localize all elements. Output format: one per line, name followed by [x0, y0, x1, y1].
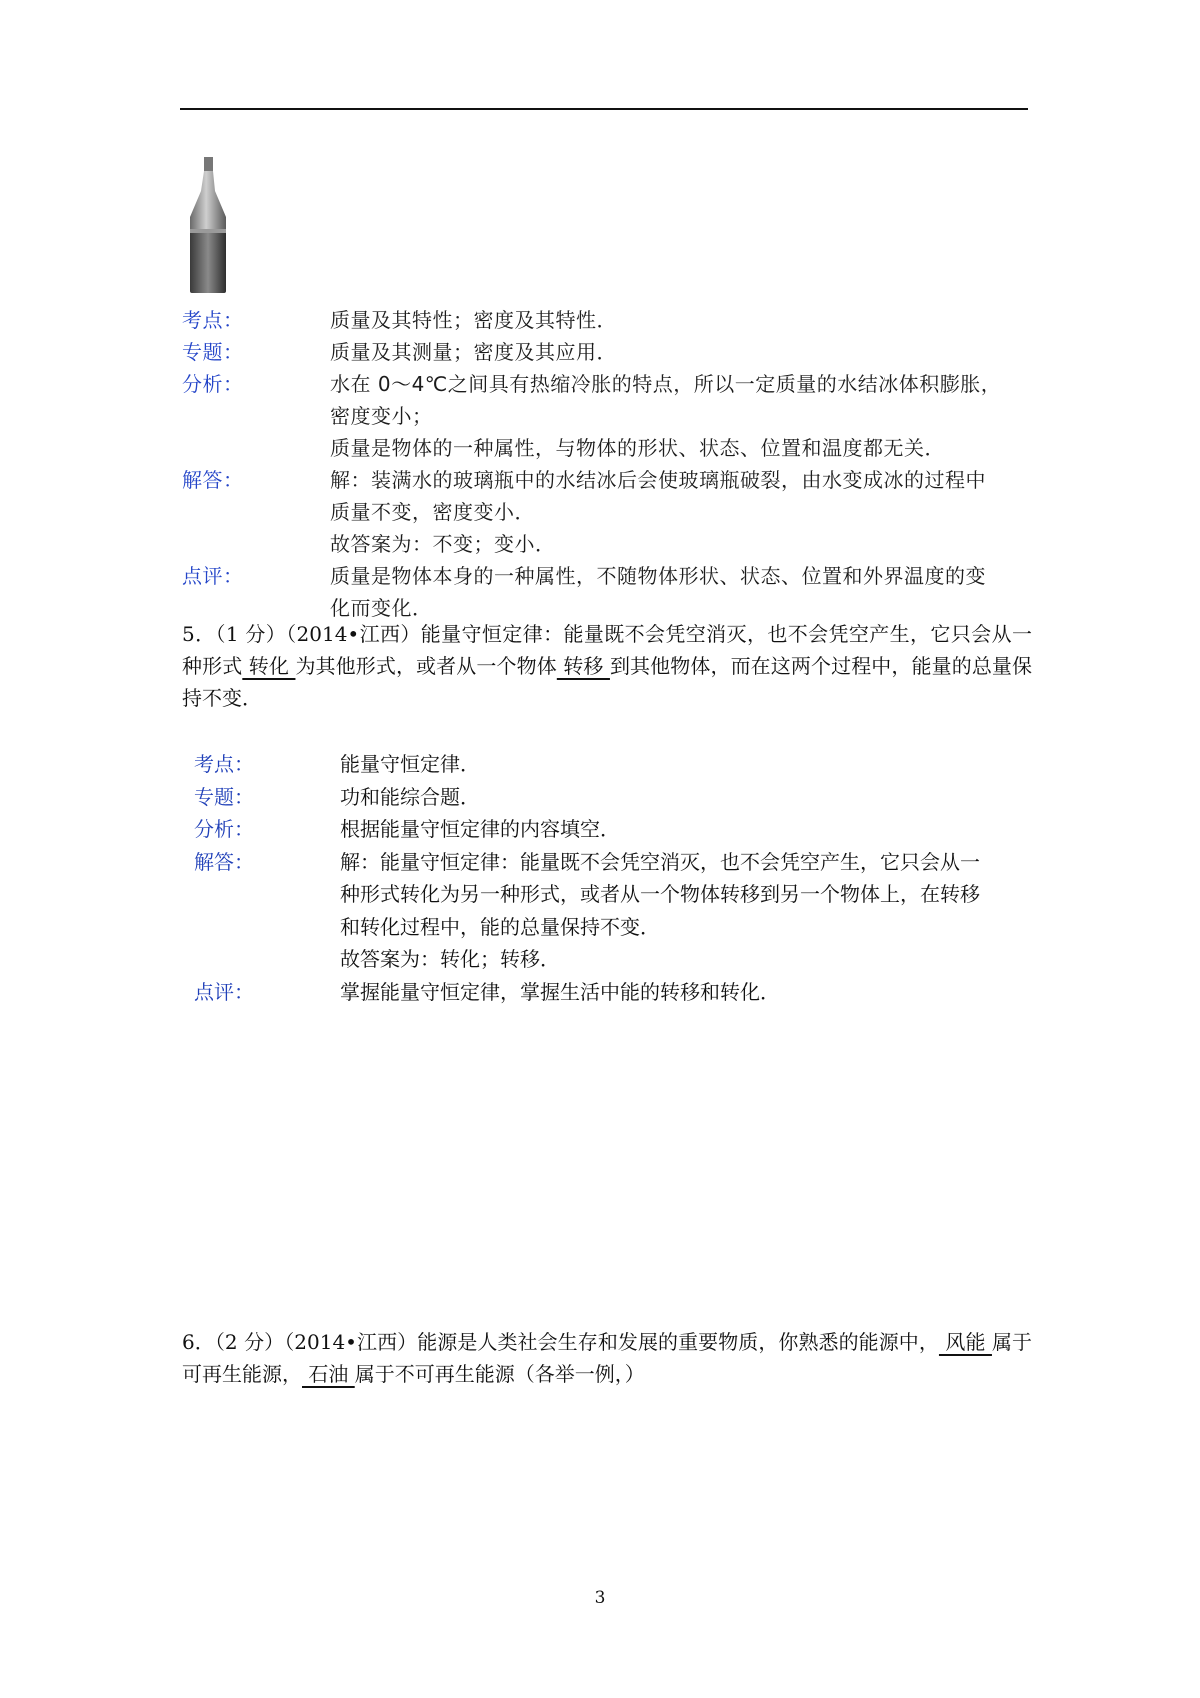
q5-analysis-block	[194, 748, 1032, 1008]
line: 密度变小；	[330, 404, 433, 428]
question-text: 到其他物体，而在这两个过程中，能量的总量保持不变．	[182, 654, 1033, 710]
header-rule	[180, 108, 1028, 110]
line: 化而变化．	[330, 596, 433, 620]
line: 种形式转化为另一种形式，或者从一个物体转移到另一个物体上，在转移	[340, 882, 980, 906]
analysis-row-zhuanti	[194, 781, 1032, 814]
line: 根据能量守恒定律的内容填空．	[340, 817, 620, 841]
answer-blank: 石油	[302, 1362, 355, 1386]
answer-blank: 转化	[242, 654, 296, 678]
label-fenxi: 分析：	[194, 817, 254, 841]
line: 解：能量守恒定律：能量既不会凭空消灭，也不会凭空产生，它只会从一	[340, 849, 980, 874]
label-fenxi: 分析：	[182, 372, 244, 396]
analysis-row-jieda	[194, 846, 1032, 976]
question-text: 属于不可再生能源（各举一例，）	[354, 1362, 645, 1386]
line: 解：装满水的玻璃瓶中的水结冰后会使玻璃瓶破裂，由水变成冰的过程中	[330, 468, 986, 492]
analysis-row-dianping	[182, 560, 1032, 624]
analysis-row-jieda	[182, 464, 1032, 560]
question-text: 6．（2 分）（2014•江西）能源是人类社会生存和发展的重要物质，你熟悉的能源中，	[182, 1330, 939, 1354]
line: 质量不变，密度变小．	[330, 500, 535, 524]
analysis-row-dianping	[194, 976, 1032, 1009]
label-dianping: 点评：	[182, 564, 244, 588]
question-6	[182, 1326, 1032, 1390]
line: 故答案为：不变；变小．	[330, 532, 556, 556]
line: 故答案为：转化；转移．	[340, 947, 560, 971]
label-zhuanti: 专题：	[182, 340, 244, 364]
line: 质量是物体的一种属性，与物体的形状、状态、位置和温度都无关．	[330, 436, 945, 460]
analysis-row-fenxi	[182, 368, 1032, 464]
analysis-row-zhuanti	[182, 336, 1032, 368]
label-jieda: 解答：	[194, 849, 254, 874]
scan-analysis-block	[182, 304, 1032, 624]
line: 功和能综合题．	[340, 784, 480, 809]
analysis-row-kaodian	[182, 304, 1032, 336]
line: 掌握能量守恒定律，掌握生活中能的转移和转化．	[340, 979, 780, 1004]
question-text: 属于可再生能源，	[182, 1330, 1033, 1386]
line: 和转化过程中，能的总量保持不变．	[340, 914, 660, 939]
line: 能量守恒定律．	[340, 752, 480, 776]
glass-bottle-image	[186, 157, 230, 295]
question-text: 5．（1 分）（2014•江西）能量守恒定律：能量既不会凭空消灭，也不会凭空产生，它只会从一种形式	[182, 622, 1032, 678]
label-kaodian: 考点：	[182, 308, 244, 332]
answer-blank: 风能	[938, 1330, 992, 1354]
line: 质量及其测量；密度及其应用．	[330, 340, 617, 364]
analysis-row-kaodian	[194, 748, 1032, 781]
label-jieda: 解答：	[182, 468, 244, 492]
page-number: 3	[594, 1588, 606, 1608]
question-text: 为其他形式，或者从一个物体	[295, 654, 557, 678]
answer-blank: 转移	[556, 654, 610, 678]
label-zhuanti: 专题：	[194, 784, 254, 809]
label-kaodian: 考点：	[194, 752, 254, 776]
line: 质量是物体本身的一种属性，不随物体形状、状态、位置和外界温度的变	[330, 564, 986, 588]
line: 水在 0～4℃之间具有热缩冷胀的特点，所以一定质量的水结冰体积膨胀，	[330, 372, 1002, 396]
line: 质量及其特性；密度及其特性．	[330, 308, 617, 332]
analysis-row-fenxi	[194, 813, 1032, 846]
label-dianping: 点评：	[194, 979, 254, 1004]
question-5	[182, 618, 1032, 714]
